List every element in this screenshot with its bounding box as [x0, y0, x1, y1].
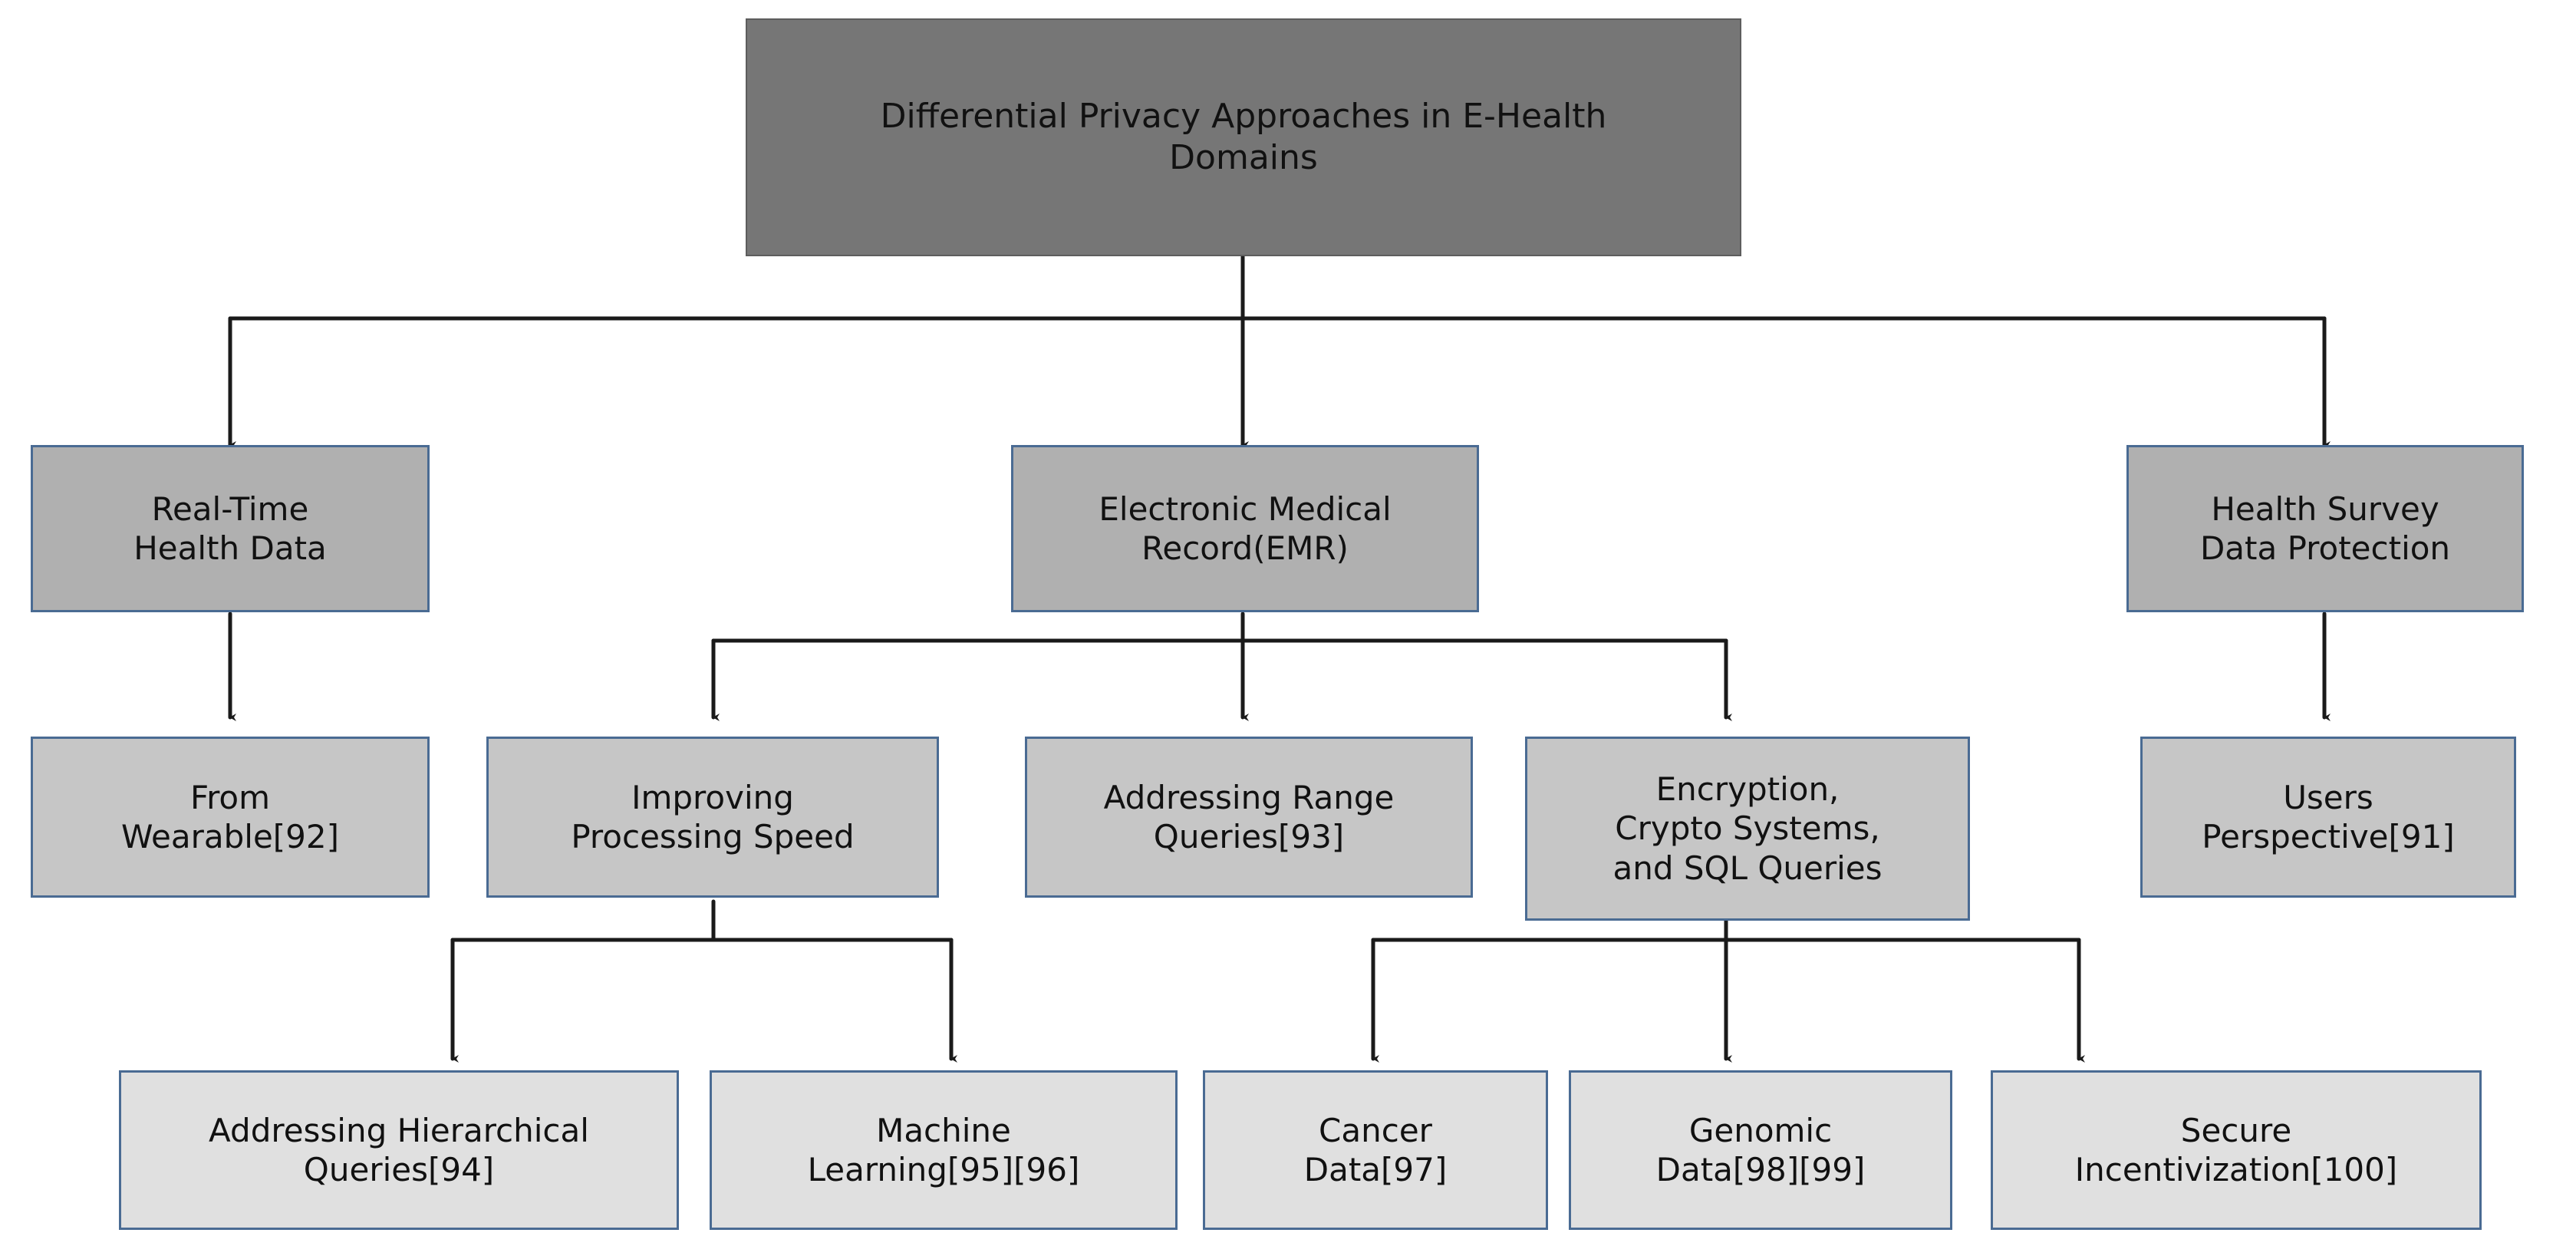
node-real-time-health-data: [31, 445, 430, 612]
node-addressing-range-queries: [1025, 737, 1473, 898]
node-encryption-crypto-sql-label: Encryption, Crypto Systems, and SQL Queries: [1612, 770, 1883, 887]
node-electronic-medical-record-label: Electronic Medical Record(EMR): [1099, 490, 1392, 567]
node-improving-processing-speed-label: Improving Processing Speed: [571, 778, 855, 855]
node-users-perspective-label: Users Perspective[91]: [2202, 778, 2455, 855]
node-addressing-hierarchical-queries: [119, 1070, 679, 1230]
node-genomic-data: [1569, 1070, 1952, 1230]
node-users-perspective: [2140, 737, 2516, 898]
node-machine-learning: [710, 1070, 1178, 1230]
node-machine-learning-label: Machine Learning[95][96]: [807, 1111, 1080, 1188]
node-from-wearable: [31, 737, 430, 898]
node-health-survey-data-protection: [2126, 445, 2524, 612]
node-root: [746, 18, 1741, 256]
node-encryption-crypto-sql: [1525, 737, 1970, 921]
node-from-wearable-label: From Wearable[92]: [120, 778, 340, 855]
node-root-label: Differential Privacy Approaches in E-Health Domains: [880, 97, 1607, 177]
node-improving-processing-speed: [486, 737, 939, 898]
node-addressing-range-queries-label: Addressing Range Queries[93]: [1103, 778, 1395, 855]
node-secure-incentivization: [1991, 1070, 2482, 1230]
node-real-time-health-data-label: Real-Time Health Data: [133, 490, 327, 567]
node-genomic-data-label: Genomic Data[98][99]: [1655, 1111, 1866, 1188]
node-secure-incentivization-label: Secure Incentivization[100]: [2074, 1111, 2398, 1188]
node-addressing-hierarchical-queries-label: Addressing Hierarchical Queries[94]: [209, 1111, 589, 1188]
node-cancer-data: [1203, 1070, 1548, 1230]
node-cancer-data-label: Cancer Data[97]: [1303, 1111, 1448, 1188]
node-health-survey-data-protection-label: Health Survey Data Protection: [2199, 490, 2451, 567]
node-electronic-medical-record: [1011, 445, 1479, 612]
